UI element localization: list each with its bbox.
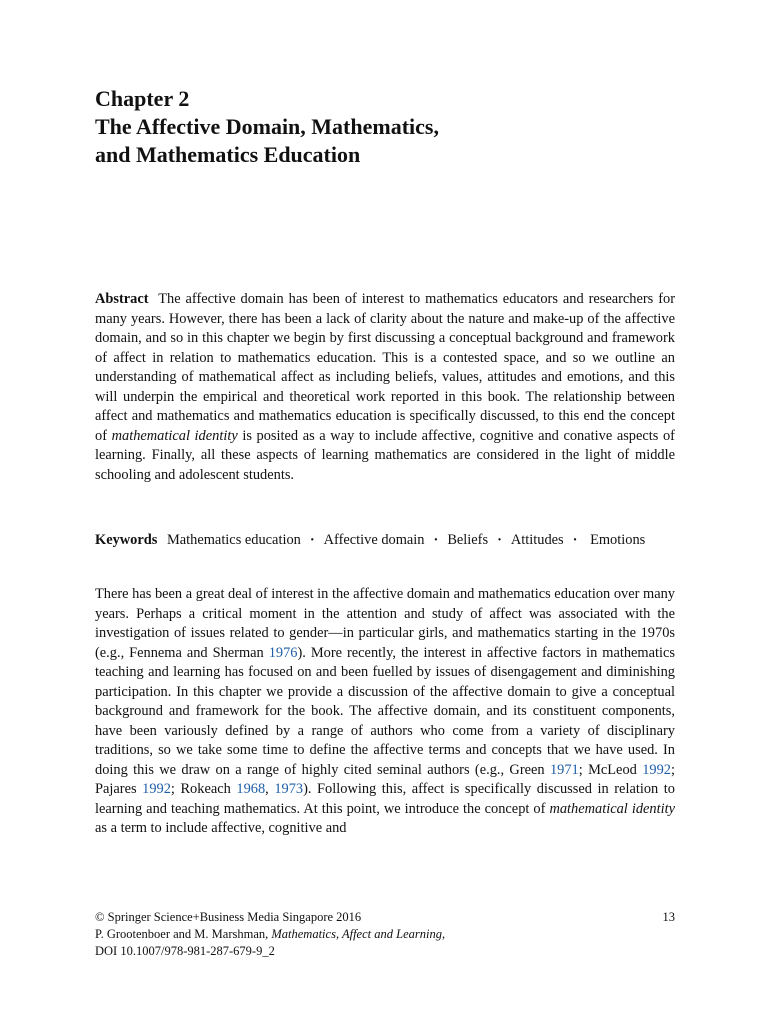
chapter-title	[95, 113, 655, 169]
abstract-text-part-1: The affective domain has been of interest to mathematics educators and researchers for many years. However, there has been a lack of clarity about the nature and make-up of the affective domain, and so in this chapter we begin by first discussing a conceptual background and framework of affect in relation to mathematics education. This is a contested space, and so we outline an understanding of mathematical affect as including beliefs, values, attitudes and emotions, and this will underpin the empirical and theoretical work reported in this book. The relationship between affect and mathematics and mathematics education is specifically discussed, to this end the concept of	[95, 291, 675, 444]
keyword-item: Affective domain	[323, 532, 425, 548]
citation-link[interactable]: 1971	[549, 761, 579, 778]
citation-link[interactable]: 1968	[236, 781, 266, 797]
chapter-label: Chapter 2	[95, 86, 190, 111]
keyword-separator: ·	[572, 532, 578, 548]
footer-authors: P. Grootenboer and M. Marshman,	[95, 927, 269, 941]
footer-book-title: Mathematics, Affect and Learning	[271, 927, 442, 941]
citation-link[interactable]: 1992	[642, 761, 671, 778]
keyword-separator: ·	[497, 532, 502, 548]
body-text-segment: ). Following this, affect is specifically discussed in relation to learning and teaching mathematics. At this point, we introduce the concept of	[95, 781, 675, 817]
keywords-line	[95, 531, 675, 551]
page-footer	[95, 909, 675, 960]
body-text-segment: ). More recently, the interest in affective factors in mathematics teaching and learning has focused on and been fuelled by issues of disengagement and diminishing participation. In this chapter we provide a discussion of the affective domain to give a conceptual background and framework for the book. The affective domain, and its constituent components, have been variously defined by a range of authors who come from a variety of disciplinary traditions, so we take some time to define the affective terms and concepts that we have used. In doing this we draw on a range of highly cited seminal authors (e.g., Green	[95, 644, 675, 778]
keyword-item: Emotions	[590, 532, 646, 548]
body-text-segment: ; McLeod	[578, 761, 637, 778]
citation-link[interactable]: 1976	[268, 644, 298, 661]
abstract-paragraph	[95, 290, 675, 485]
keywords-label: Keywords	[95, 532, 158, 548]
citation-link[interactable]: 1973	[274, 781, 304, 797]
body-text-segment: ,	[265, 781, 269, 797]
body-text-segment: ; Pajares	[95, 761, 675, 797]
abstract-text-part-2: is posited as a way to include affective, cognitive and conative aspects of learning. Finally, all these aspects of learning mathematics are considered in the light of middle schooling and adolescent students.	[95, 427, 675, 483]
body-text-segment: as a term to include affective, cognitive and	[95, 820, 347, 836]
chapter-title-line-2: and Mathematics Education	[95, 142, 361, 167]
footer-citation	[95, 926, 675, 943]
footer-authors-end: ,	[441, 927, 446, 941]
keyword-separator: ·	[309, 532, 315, 548]
keyword-separator: ·	[433, 532, 439, 548]
body-text-segment: There has been a great deal of interest in the affective domain and mathematics education over many years. Perhaps a critical moment in the attention and study of affect was associated with the investigation of issues related to gender—in particular girls, and mathematics starting in the 1970s (e.g., Fennema and Sherman	[95, 586, 675, 661]
citation-link[interactable]: 1992	[142, 781, 171, 797]
page-number: 13	[662, 910, 675, 924]
keyword-item: Beliefs	[447, 532, 489, 548]
footer-copyright-row	[95, 909, 675, 926]
chapter-title-line-1: The Affective Domain, Mathematics,	[95, 114, 439, 139]
body-text-segment: ; Rokeach	[170, 781, 231, 797]
keyword-item: Mathematics education	[166, 532, 301, 548]
abstract-italic-term: mathematical identity	[111, 427, 238, 444]
footer-doi: DOI 10.1007/978-981-287-679-9_2	[95, 944, 275, 958]
body-italic-term: mathematical identity	[549, 800, 675, 817]
keyword-item: Attitudes	[510, 532, 564, 548]
body-paragraph	[95, 585, 675, 839]
copyright-notice: © Springer Science+Business Media Singapore 2016	[95, 910, 362, 924]
abstract-label: Abstract	[95, 291, 149, 307]
